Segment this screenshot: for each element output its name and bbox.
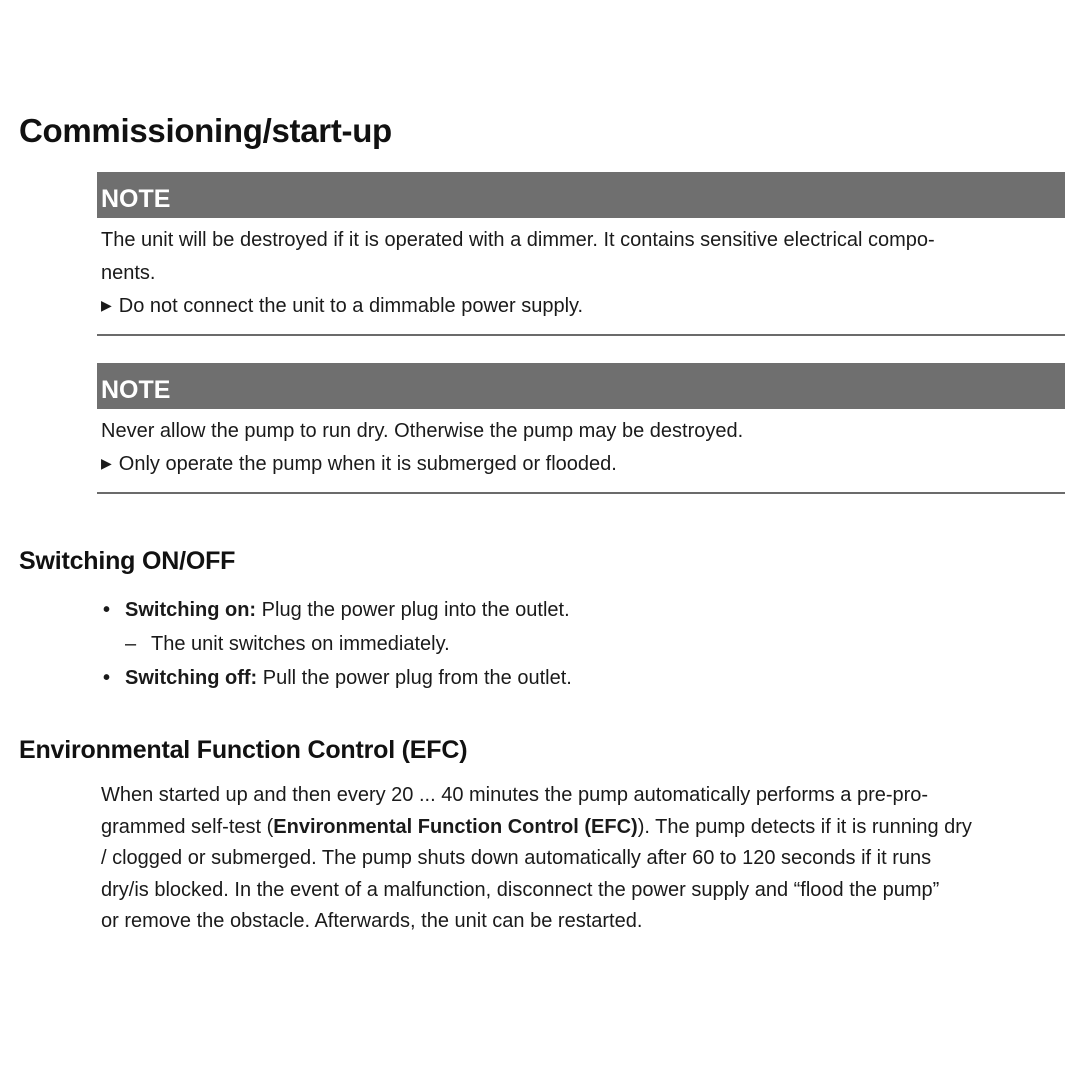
list-item-text — [125, 593, 570, 627]
paragraph-line — [101, 812, 1061, 844]
efc-term: Environmental Function Control (EFC) — [273, 815, 638, 838]
section-heading-efc: Environmental Function Control (EFC) — [19, 736, 468, 764]
list-item-label: Switching off: — [125, 667, 258, 689]
note-text-line: Never allow the pump to run dry. Otherwise the pump may be destroyed. — [101, 420, 744, 442]
line-text: ). The pump detects if it is running dry — [637, 815, 972, 838]
list-item-desc: Plug the power plug into the outlet. — [261, 599, 570, 621]
note-text-line: The unit will be destroyed if it is operated with a dimmer. It contains sensitive electrical compo- — [101, 229, 935, 251]
page-title: Commissioning/start-up — [19, 112, 392, 149]
note-action — [101, 448, 1065, 482]
paragraph-line: / clogged or submerged. The pump shuts down automatically after 60 to 120 seconds if it runs — [101, 847, 932, 869]
triangle-right-icon: ▶ — [101, 455, 112, 471]
note-body — [97, 224, 1065, 324]
note-action — [101, 290, 1065, 324]
note-action-text: Do not connect the unit to a dimmable power supply. — [118, 295, 584, 317]
bullet-dot-icon: • — [103, 667, 111, 689]
note-header: NOTE — [97, 363, 1065, 409]
note-text-line: nents. — [101, 262, 156, 284]
switching-list — [103, 593, 1053, 695]
list-item-desc: Pull the power plug from the outlet. — [262, 667, 572, 689]
note-header: NOTE — [97, 172, 1065, 218]
note-action-text: Only operate the pump when it is submerged or flooded. — [118, 453, 617, 475]
dash-icon: – — [125, 633, 137, 655]
list-item-switch-on — [103, 593, 1053, 627]
list-item-switch-off — [103, 661, 1053, 695]
bullet-dot-icon: • — [103, 599, 111, 621]
list-item-text — [125, 661, 572, 695]
paragraph-line: When started up and then every 20 ... 40 minutes the pump automatically performs a pre-pro- — [101, 784, 929, 806]
efc-paragraph — [101, 780, 1061, 938]
paragraph-line: or remove the obstacle. Afterwards, the unit can be restarted. — [101, 910, 643, 932]
note-block-dimmer — [97, 172, 1065, 336]
list-subitem-result — [103, 627, 1053, 661]
line-text: grammed self-test ( — [101, 815, 274, 838]
note-block-dry-run — [97, 363, 1065, 494]
list-item-label: Switching on: — [125, 599, 257, 621]
paragraph-line: dry/is blocked. In the event of a malfunction, disconnect the power supply and “flood the pump” — [101, 878, 940, 901]
note-body — [97, 415, 1065, 482]
triangle-right-icon: ▶ — [101, 297, 112, 313]
list-subitem-text: The unit switches on immediately. — [151, 633, 450, 655]
section-heading-switching: Switching ON/OFF — [19, 547, 236, 575]
